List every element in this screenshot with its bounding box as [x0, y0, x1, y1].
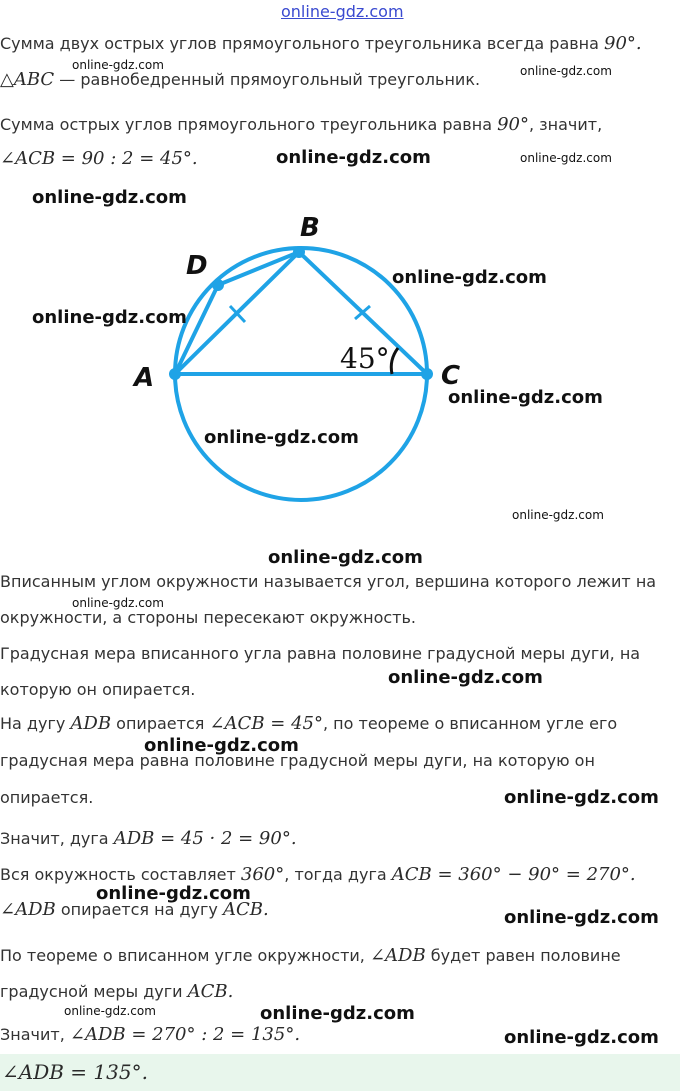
answer-box: [0, 1054, 680, 1091]
geometry-figure: [0, 210, 680, 520]
math-acb-45: ∠ACB = 90 : 2 = 45°.: [0, 148, 198, 169]
text-line-10: градусная мера равна половине градусной меры дуги, на которую он: [0, 751, 595, 770]
text-segment: градусной меры дуги: [0, 982, 188, 1001]
watermark-big: online-gdz.com: [504, 1027, 659, 1048]
math-acb: ACB.: [222, 899, 269, 920]
watermark-big: online-gdz.com: [504, 787, 659, 808]
math-angle-adb: ∠ADB: [369, 945, 426, 966]
answer-text: ∠ADB = 135°.: [2, 1060, 148, 1084]
text-segment: опирается на дугу: [55, 900, 223, 919]
text-line-6: окружности, а стороны пересекают окружность.: [0, 608, 417, 627]
text-segment: , значит,: [528, 115, 603, 134]
math-adb-135: ∠ADB = 270° : 2 = 135°.: [69, 1024, 301, 1045]
watermark-small: online-gdz.com: [72, 58, 164, 72]
math-90: 90°.: [604, 33, 642, 54]
math-arc-adb: ADB = 45 · 2 = 90°.: [113, 828, 297, 849]
watermark-big: online-gdz.com: [268, 547, 423, 568]
math-90: 90°: [497, 114, 529, 135]
text-line-15: [0, 945, 621, 967]
text-segment: Значит, дуга: [0, 829, 114, 848]
math-adb: ADB: [70, 713, 112, 734]
watermark-big: online-gdz.com: [204, 427, 359, 448]
watermark-small: online-gdz.com: [520, 151, 612, 165]
label-c: C: [441, 361, 461, 391]
label-a: A: [134, 363, 155, 393]
angle-label: 45°: [340, 342, 390, 375]
angle-arc-c: [391, 348, 398, 374]
text-segment: опирается: [111, 714, 210, 733]
text-segment: , тогда дуга: [284, 865, 392, 884]
math-acb-45: ∠ACB = 45°: [209, 713, 323, 734]
watermark-small: online-gdz.com: [512, 508, 604, 522]
text-line-11: опирается.: [0, 788, 94, 807]
text-segment: — равнобедренный прямоугольный треугольник.: [54, 70, 481, 89]
text-line-2: [0, 69, 480, 91]
text-segment: Сумма острых углов прямоугольного треугольника равна: [0, 115, 498, 134]
text-line-5: Вписанным углом окружности называется угол, вершина которого лежит на: [0, 572, 657, 591]
text-line-1: [0, 33, 642, 55]
text-segment: Значит,: [0, 1025, 70, 1044]
text-segment: будет равен половине: [425, 946, 621, 965]
text-line-17: [0, 1024, 300, 1046]
text-segment: На дугу: [0, 714, 71, 733]
math-arc-acb: ACB = 360° − 90° = 270°.: [391, 864, 636, 885]
watermark-small: online-gdz.com: [72, 596, 164, 610]
point-b: [293, 246, 305, 258]
math-360: 360°: [240, 864, 285, 885]
text-line-12: [0, 828, 297, 850]
text-segment: По теореме о вписанном угле окружности,: [0, 946, 370, 965]
text-line-8: которую он опирается.: [0, 680, 196, 699]
text-line-16: [0, 981, 233, 1003]
math-angle-adb: ∠ADB: [0, 899, 56, 920]
watermark-big: online-gdz.com: [32, 307, 187, 328]
text-line-14: [0, 899, 269, 921]
point-c: [421, 368, 433, 380]
text-line-3: [0, 114, 602, 136]
label-d: D: [186, 251, 208, 281]
watermark-big: online-gdz.com: [96, 883, 251, 904]
watermark-big: online-gdz.com: [144, 735, 299, 756]
math-triangle-abc: △ABC: [0, 69, 55, 90]
text-segment: Сумма двух острых углов прямоугольного треугольника всегда равна: [0, 34, 605, 53]
watermark-small: online-gdz.com: [520, 64, 612, 78]
text-line-7: Градусная мера вписанного угла равна половине градусной меры дуги, на: [0, 644, 641, 663]
watermark-small: online-gdz.com: [64, 1004, 156, 1018]
watermark-big: online-gdz.com: [388, 667, 543, 688]
label-b: B: [300, 213, 320, 243]
watermark-big: online-gdz.com: [504, 907, 659, 928]
math-acb: ACB.: [187, 981, 234, 1002]
watermark-big: online-gdz.com: [276, 147, 431, 168]
point-d: [212, 279, 224, 291]
text-line-9: [0, 713, 617, 735]
watermark-big: online-gdz.com: [448, 387, 603, 408]
text-line-4: [0, 148, 198, 170]
text-segment: Вся окружность составляет: [0, 865, 241, 884]
watermark-top: online-gdz.com: [281, 2, 404, 21]
watermark-big: online-gdz.com: [32, 187, 187, 208]
watermark-big: online-gdz.com: [260, 1003, 415, 1024]
point-a: [169, 368, 181, 380]
text-segment: , по теореме о вписанном угле его: [322, 714, 618, 733]
watermark-big: online-gdz.com: [392, 267, 547, 288]
